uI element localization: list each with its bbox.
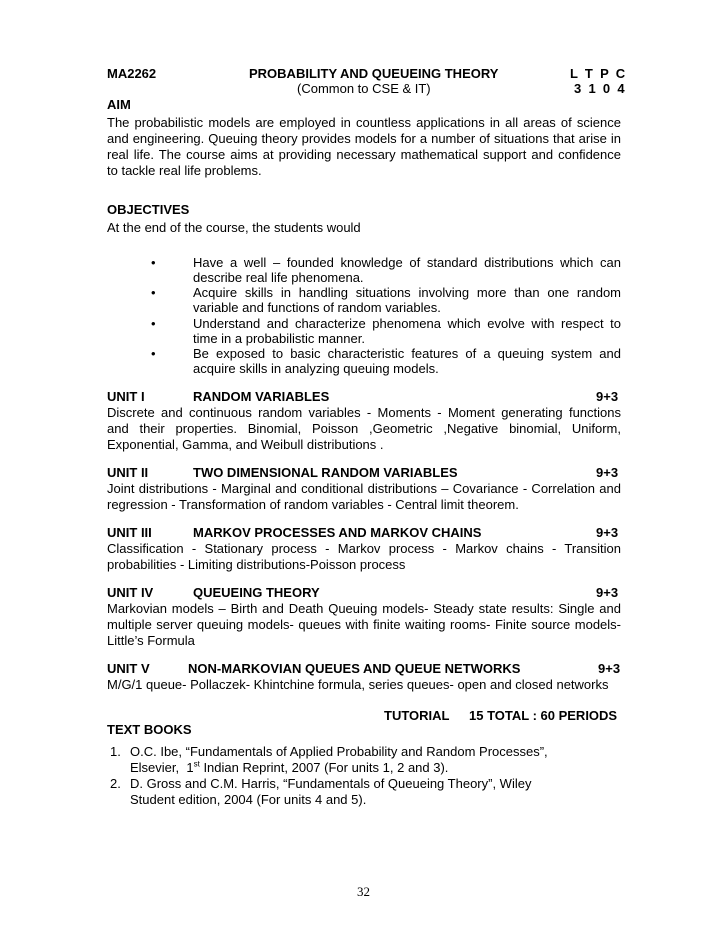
unit-label: UNIT I xyxy=(107,389,145,404)
aim-line: to tackle real life problems. xyxy=(107,163,262,178)
textbook-number: 2. xyxy=(110,776,121,791)
page-number: 32 xyxy=(357,884,370,899)
ltpc-values: 3 1 0 4 xyxy=(574,81,625,96)
unit-line: Little’s Formula xyxy=(107,633,195,648)
course-title: PROBABILITY AND QUEUEING THEORY xyxy=(249,66,499,81)
objectives-intro: At the end of the course, the students would xyxy=(107,220,361,235)
textbook-line: O.C. Ibe, “Fundamentals of Applied Probability and Random Processes”, xyxy=(130,744,548,759)
bullet-icon: • xyxy=(151,255,156,270)
unit-line: Classification - Stationary process - Markov process - Markov chains - Transition xyxy=(107,541,621,556)
textbook-line: Elsevier, 1st Indian Reprint, 2007 (For units 1, 2 and 3). xyxy=(130,759,449,775)
textbook-line: D. Gross and C.M. Harris, “Fundamentals of Queueing Theory”, Wiley xyxy=(130,776,532,791)
aim-heading: AIM xyxy=(107,97,131,112)
unit-title: QUEUEING THEORY xyxy=(193,585,320,600)
objective-line: Understand and characterize phenomena which evolve with respect to xyxy=(193,316,621,331)
total-periods: 15 TOTAL : 60 PERIODS xyxy=(469,708,618,723)
unit-line: Markovian models – Birth and Death Queuing models- Steady state results: Single and xyxy=(107,601,621,616)
unit-line: Exponential, Gamma, and Weibull distributions . xyxy=(107,437,384,452)
unit-hours: 9+3 xyxy=(596,465,619,480)
unit-label: UNIT V xyxy=(107,661,150,676)
textbooks-heading: TEXT BOOKS xyxy=(107,722,192,737)
unit-line: M/G/1 queue- Pollaczek- Khintchine formula, series queues- open and closed networks xyxy=(107,677,609,692)
unit-hours: 9+3 xyxy=(596,525,619,540)
objectives-heading: OBJECTIVES xyxy=(107,202,190,217)
tutorial-label: TUTORIAL xyxy=(384,708,450,723)
objective-line: Acquire skills in handling situations involving more than one random xyxy=(193,285,621,300)
course-code: MA2262 xyxy=(107,66,157,81)
unit-line: Joint distributions - Marginal and conditional distributions – Covariance - Correlation and xyxy=(107,481,621,496)
objective-line: variable and functions of random variables. xyxy=(193,300,441,315)
unit-line: regression - Transformation of random variables - Central limit theorem. xyxy=(107,497,519,512)
bullet-icon: • xyxy=(151,346,156,361)
aim-line: real life. The course aims at providing necessary mathematical support and confidence xyxy=(107,147,621,162)
bullet-icon: • xyxy=(151,316,156,331)
objective-line: Be exposed to basic characteristic features of a queuing system and xyxy=(193,346,621,361)
aim-line: The probabilistic models are employed in countless applications in all areas of science xyxy=(107,115,621,130)
textbook-number: 1. xyxy=(110,744,121,759)
unit-hours: 9+3 xyxy=(598,661,621,676)
objective-line: Have a well – founded knowledge of standard distributions which can xyxy=(193,255,621,270)
unit-title: TWO DIMENSIONAL RANDOM VARIABLES xyxy=(193,465,458,480)
aim-line: and engineering. Queuing theory provides models for a number of situations that arise in xyxy=(107,131,621,146)
unit-line: multiple server queuing models- queues with finite waiting rooms- Finite source models- xyxy=(107,617,621,632)
objective-line: describe real life phenomena. xyxy=(193,270,364,285)
bullet-icon: • xyxy=(151,285,156,300)
objective-line: time in a probabilistic manner. xyxy=(193,331,365,346)
ltpc-label: L T P C xyxy=(570,66,626,81)
unit-line: probabilities - Limiting distributions-Poisson process xyxy=(107,557,406,572)
unit-title: MARKOV PROCESSES AND MARKOV CHAINS xyxy=(193,525,482,540)
unit-title: NON-MARKOVIAN QUEUES AND QUEUE NETWORKS xyxy=(188,661,521,676)
unit-label: UNIT III xyxy=(107,525,152,540)
unit-hours: 9+3 xyxy=(596,585,619,600)
textbook-line: Student edition, 2004 (For units 4 and 5). xyxy=(130,792,367,807)
unit-label: UNIT II xyxy=(107,465,149,480)
course-subtitle: (Common to CSE & IT) xyxy=(297,81,431,96)
unit-label: UNIT IV xyxy=(107,585,154,600)
unit-hours: 9+3 xyxy=(596,389,619,404)
unit-title: RANDOM VARIABLES xyxy=(193,389,330,404)
unit-line: and their properties. Binomial, Poisson ,Geometric ,Negative binomial, Uniform, xyxy=(107,421,621,436)
unit-line: Discrete and continuous random variables - Moments - Moment generating functions xyxy=(107,405,621,420)
objective-line: acquire skills in analyzing queuing models. xyxy=(193,361,439,376)
